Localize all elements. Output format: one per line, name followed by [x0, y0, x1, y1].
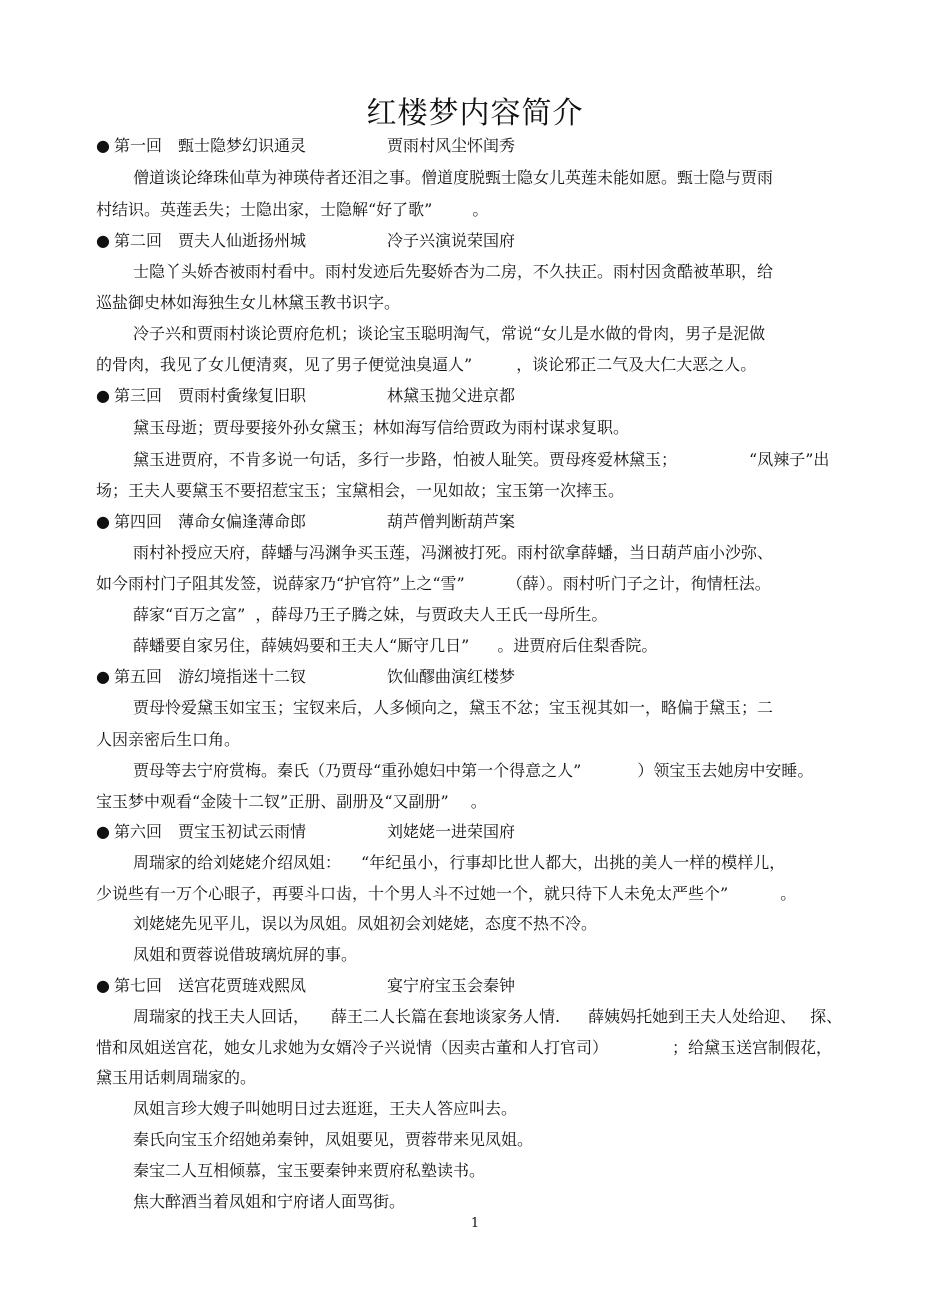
page-title: 红楼梦内容简介	[366, 96, 584, 131]
chapter-title: 第四回 薄命女偏逢薄命郎	[114, 512, 307, 531]
chapter-title: 第一回 甄士隐梦幻识通灵	[114, 136, 307, 155]
chapter-title: 第六回 贾宝玉初试云雨情	[114, 822, 307, 841]
paragraph-line: 黛玉用话刺周瑞家的。	[96, 1068, 257, 1087]
paragraph-line: 秦宝二人互相倾慕，宝玉要秦钟来贾府私塾读书。	[133, 1161, 486, 1180]
bullet-icon: ●	[96, 512, 110, 531]
bullet-icon: ●	[96, 822, 110, 841]
page-number: 1	[470, 1216, 480, 1231]
chapter-heading-4	[96, 512, 516, 532]
bullet-icon: ●	[96, 231, 110, 250]
chapter-subtitle: 冷子兴演说荣国府	[387, 231, 516, 250]
paragraph-line: 贾母怜爱黛玉如宝玉；宝钗来后，人多倾向之，黛玉不忿；宝玉视其如一，略偏于黛玉；二	[133, 698, 774, 717]
paragraph-line: 人因亲密后生口角。	[96, 730, 241, 749]
chapter-heading-6	[96, 822, 516, 842]
paragraph-line: 凤姐言珍大嫂子叫她明日过去逛逛，王夫人答应叫去。	[133, 1099, 518, 1118]
paragraph-line: 如今雨村门子阻其发签，说薛家乃“护官符”上之“雪” （薛）。雨村听门子之计，徇情枉法。	[96, 574, 771, 593]
paragraph-line: 冷子兴和贾雨村谈论贾府危机；谈论宝玉聪明淘气，常说“女儿是水做的骨肉，男子是泥做	[133, 324, 766, 343]
paragraph-line: 场；王夫人要黛玉不要招惹宝玉；宝黛相会，一见如故；宝玉第一次摔玉。	[96, 481, 625, 500]
chapter-subtitle: 葫芦僧判断葫芦案	[387, 512, 516, 531]
paragraph-line: 黛玉母逝；贾母要接外孙女黛玉；林如海写信给贾政为雨村谋求复职。	[133, 418, 630, 437]
paragraph-line: 巡盐御史林如海独生女儿林黛玉教书识字。	[96, 293, 401, 312]
paragraph-line: 刘姥姥先见平儿，误以为凤姐。凤姐初会刘姥姥，态度不热不冷。	[133, 914, 598, 933]
paragraph-line: 焦大醉酒当着凤姐和宁府诸人面骂街。	[133, 1192, 406, 1211]
chapter-title: 第五回 游幻境指迷十二钗	[114, 667, 307, 686]
paragraph-line: 凤姐和贾蓉说借玻璃炕屏的事。	[133, 945, 358, 964]
chapter-subtitle: 林黛玉抛父进京都	[387, 386, 516, 405]
paragraph-line: 周瑞家的找王夫人回话， 薛王二人长篇在套地谈家务人情. 薛姨妈托她到王夫人处给迎、 探、	[133, 1007, 843, 1026]
paragraph-line: 贾母等去宁府赏梅。秦氏（乃贾母“重孙媳妇中第一个得意之人” ）领宝玉去她房中安睡。	[133, 761, 814, 780]
paragraph-line: 周瑞家的给刘姥姥介绍凤姐： “年纪虽小，行事却比世人都大，出挑的美人一样的模样儿，	[133, 853, 786, 872]
chapter-heading-7	[96, 976, 516, 996]
chapter-heading-2	[96, 231, 516, 251]
bullet-icon: ●	[96, 136, 110, 155]
paragraph-line: 秦氏向宝玉介绍她弟秦钟，凤姐要见，贾蓉带来见凤姐。	[133, 1130, 534, 1149]
paragraph-line: 黛玉进贾府，不肯多说一句话，多行一步路，怕被人耻笑。贾母疼爱林黛玉； “凤辣子”出	[133, 450, 830, 469]
paragraph-line: 僧道谈论绛珠仙草为神瑛侍者还泪之事。僧道度脱甄士隐女儿英莲未能如愿。甄士隐与贾雨	[133, 168, 774, 187]
chapter-heading-1	[96, 136, 516, 156]
paragraph-line: 的骨肉，我见了女儿便清爽，见了男子便觉浊臭逼人” ，谈论邪正二气及大仁大恶之人。	[96, 355, 757, 374]
bullet-icon: ●	[96, 667, 110, 686]
chapter-subtitle: 饮仙醪曲演红楼梦	[387, 667, 516, 686]
bullet-icon: ●	[96, 976, 110, 995]
chapter-subtitle: 宴宁府宝玉会秦钟	[387, 976, 516, 995]
paragraph-line: 薛蟠要自家另住，薛姨妈要和王夫人“厮守几日” 。进贾府后住梨香院。	[133, 636, 658, 655]
paragraph-line: 雨村补授应天府，薛蟠与冯渊争买玉莲，冯渊被打死。雨村欲拿薛蟠，当日葫芦庙小沙弥、	[133, 543, 774, 562]
paragraph-line: 薛家“百万之富” ，薛母乃王子腾之妹，与贾政夫人王氏一母所生。	[133, 605, 608, 624]
chapter-title: 第三回 贾雨村夤缘复旧职	[114, 386, 307, 405]
chapter-heading-3	[96, 386, 516, 406]
paragraph-line: 惜和凤姐送宫花，她女儿求她为女婿冷子兴说情（因卖古董和人打官司） ；给黛玉送宫制假花，	[96, 1038, 833, 1057]
bullet-icon: ●	[96, 386, 110, 405]
chapter-subtitle: 贾雨村风尘怀闺秀	[387, 136, 516, 155]
paragraph-line: 村结识。英莲丢失；士隐出家，士隐解“好了歌” 。	[96, 200, 489, 219]
chapter-title: 第二回 贾夫人仙逝扬州城	[114, 231, 307, 250]
chapter-heading-5	[96, 667, 516, 687]
paragraph-line: 士隐丫头娇杏被雨村看中。雨村发迹后先娶娇杏为二房，不久扶正。雨村因贪酷被革职，给	[133, 262, 774, 281]
paragraph-line: 宝玉梦中观看“金陵十二钗”正册、副册及“又副册” 。	[96, 792, 487, 811]
paragraph-line: 少说些有一万个心眼子，再要斗口齿，十个男人斗不过她一个，就只待下人未免太严些个” 。	[96, 884, 797, 903]
chapter-title: 第七回 送宫花贾琏戏熙凤	[114, 976, 307, 995]
chapter-subtitle: 刘姥姥一进荣国府	[387, 822, 516, 841]
